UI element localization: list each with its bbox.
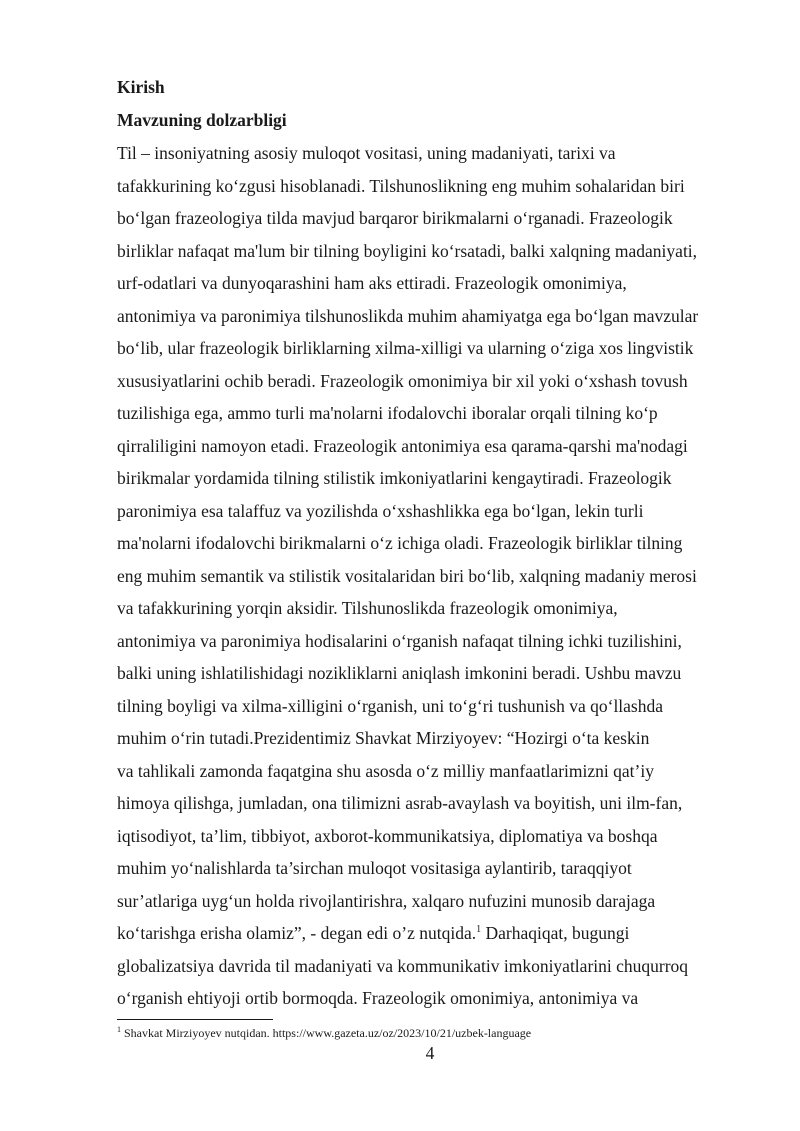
body-line-with-footnote <box>117 923 629 943</box>
body-line-tail: Darhaqiqat, bugungi <box>481 923 630 943</box>
heading-relevance: Mavzuning dolzarbligi <box>117 110 287 130</box>
page-number: 4 <box>425 1043 435 1063</box>
body-line: bo‘lib, ular frazeologik birliklarning xilma-xilligi va ularning o‘ziga xos lingvistik <box>117 338 694 358</box>
body-line: paronimiya esa talaffuz va yozilishda o‘xshashlikka ega bo‘lgan, lekin turli <box>117 501 644 521</box>
body-line: Til – insoniyatning asosiy muloqot vositasi, uning madaniyati, tarixi va <box>117 143 616 163</box>
heading-intro: Kirish <box>117 77 165 97</box>
body-line: tilning boyligi va xilma-xilligini o‘rganish, uni to‘g‘ri tushunish va qo‘llashda <box>117 696 664 716</box>
body-line: va tahlikali zamonda faqatgina shu asosda o‘z milliy manfaatlarimizni qat’iy <box>117 761 654 781</box>
body-line: birikmalar yordamida tilning stilistik imkoniyatlarini kengaytiradi. Frazeologik <box>117 468 672 488</box>
body-line: birliklar nafaqat ma'lum bir tilning boyligini ko‘rsatadi, balki xalqning madaniyati, <box>117 241 698 261</box>
body-line: sur’atlariga uyg‘un holda rivojlantirishra, xalqaro nufuzini munosib darajaga <box>117 891 656 911</box>
body-line-text: ko‘tarishga erisha olamiz”, - degan edi o’z nutqida. <box>117 923 477 943</box>
body-line: balki uning ishlatilishidagi nozikliklarni aniqlash imkonini beradi. Ushbu mavzu <box>117 663 682 683</box>
body-line: xususiyatlarini ochib beradi. Frazeologik omonimiya bir xil yoki o‘xshash tovush <box>117 371 688 391</box>
body-line: eng muhim semantik va stilistik vositalaridan biri bo‘lib, xalqning madaniy merosi <box>117 566 697 586</box>
body-line: va tafakkurining yorqin aksidir. Tilshunoslikda frazeologik omonimiya, <box>117 598 618 618</box>
body-line: antonimiya va paronimiya tilshunoslikda muhim ahamiyatga ega bo‘lgan mavzular <box>117 306 699 326</box>
body-line: qirraliligini namoyon etadi. Frazeologik antonimiya esa qarama-qarshi ma'nodagi <box>117 436 688 456</box>
footnote-separator <box>117 1019 273 1020</box>
body-line: ma'nolarni ifodalovchi birikmalarni o‘z ichiga oladi. Frazeologik birliklar tilning <box>117 533 683 553</box>
body-line: tafakkurining ko‘zgusi hisoblanadi. Tilshunoslikning eng muhim sohalaridan biri <box>117 176 685 196</box>
body-line: o‘rganish ehtiyoji ortib bormoqda. Frazeologik omonimiya, antonimiya va <box>117 988 639 1008</box>
footnote-reference[interactable]: 1 <box>476 924 482 936</box>
body-line: globalizatsiya davrida til madaniyati va kommunikativ imkoniyatlarini chuqurroq <box>117 956 689 976</box>
body-line: muhim yo‘nalishlarda ta’sirchan muloqot vositasiga aylantirib, taraqqiyot <box>117 858 632 878</box>
body-line: tuzilishiga ega, ammo turli ma'nolarni ifodalovchi iboralar orqali tilning ko‘p <box>117 403 658 423</box>
body-line: urf-odatlari va dunyoqarashini ham aks ettiradi. Frazeologik omonimiya, <box>117 273 627 293</box>
footnote-marker: 1 <box>117 1025 121 1034</box>
footnote-text: Shavkat Mirziyoyev nutqidan. https://www.gazeta.uz/oz/2023/10/21/uzbek-language <box>121 1026 532 1040</box>
body-line: antonimiya va paronimiya hodisalarini o‘rganish nafaqat tilning ichki tuzilishini, <box>117 631 682 651</box>
body-line: bo‘lgan frazeologiya tilda mavjud barqaror birikmalarni o‘rganadi. Frazeologik <box>117 208 673 228</box>
body-line: himoya qilishga, jumladan, ona tilimizni asrab-avaylash va boyitish, uni ilm-fan, <box>117 793 683 813</box>
body-line: muhim o‘rin tutadi.Prezidentimiz Shavkat Mirziyoyev: “Hozirgi o‘ta keskin <box>117 728 650 748</box>
footnote <box>117 1026 531 1040</box>
body-line: iqtisodiyot, ta’lim, tibbiyot, axborot-kommunikatsiya, diplomatiya va boshqa <box>117 826 658 846</box>
